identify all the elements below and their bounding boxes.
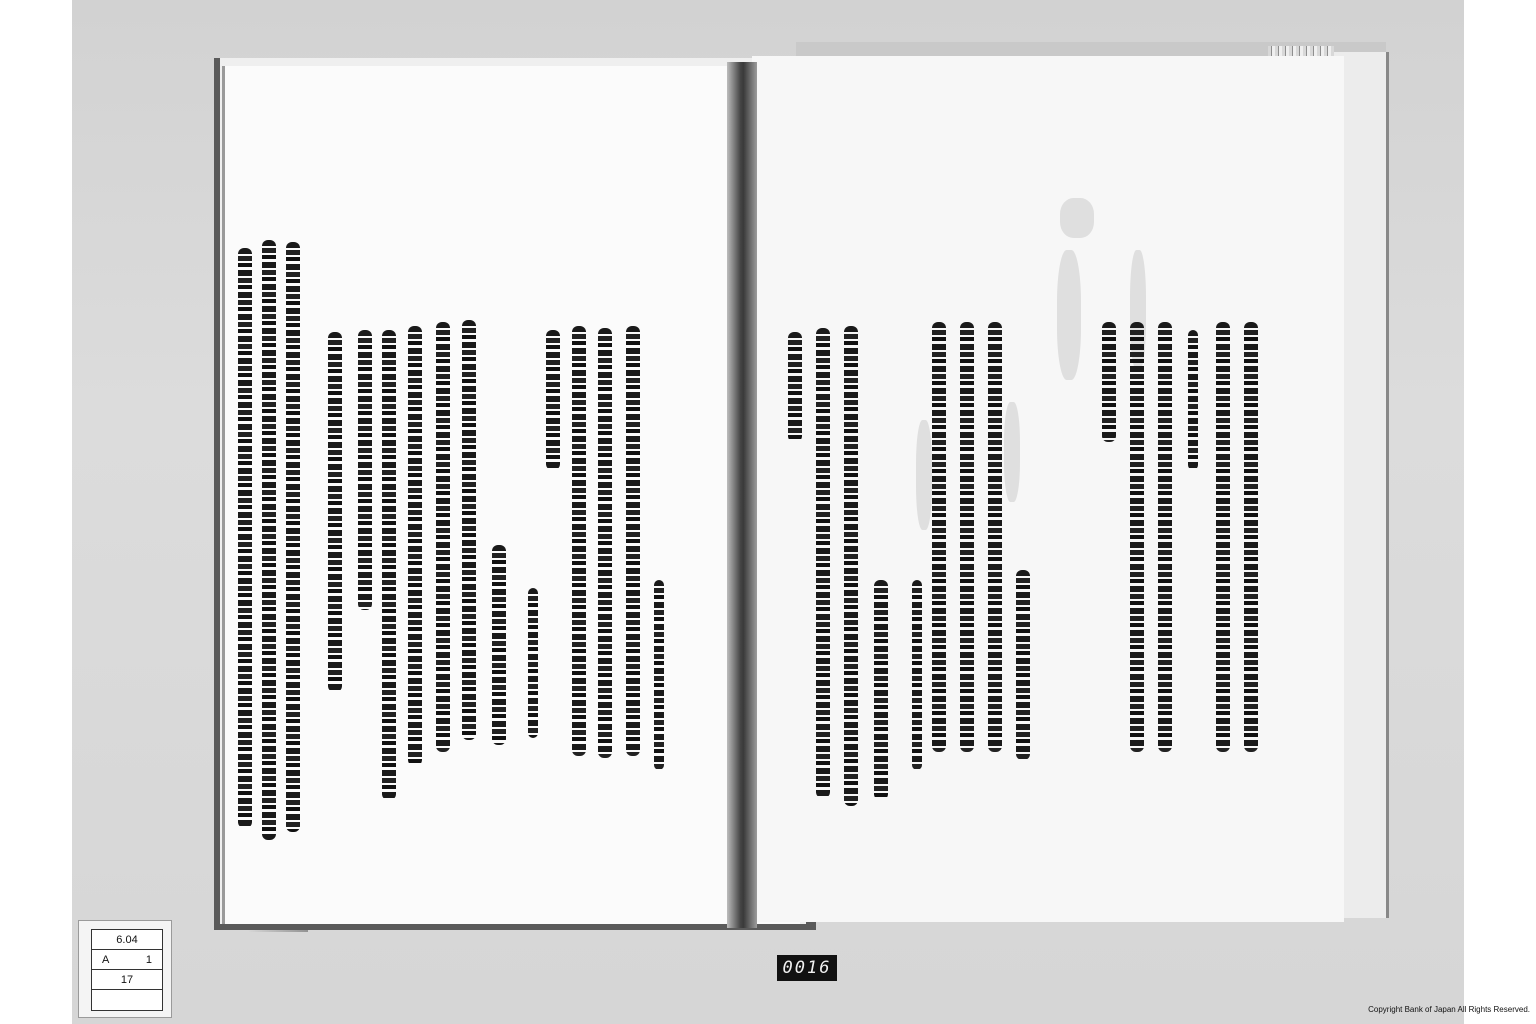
scanned-book-photo bbox=[72, 0, 1464, 1024]
handwritten-column bbox=[262, 240, 276, 840]
handwritten-column bbox=[1158, 322, 1172, 752]
handwritten-column bbox=[654, 580, 664, 770]
copyright-notice: Copyright Bank of Japan All Rights Reserved. bbox=[1368, 1005, 1530, 1014]
bleed-mark bbox=[1004, 402, 1020, 502]
handwritten-column bbox=[816, 328, 830, 798]
handwritten-column bbox=[988, 322, 1002, 752]
catalog-section-letter: A bbox=[102, 953, 110, 966]
catalog-table bbox=[91, 929, 163, 1011]
handwritten-column bbox=[626, 326, 640, 756]
handwritten-column bbox=[286, 242, 300, 832]
handwritten-column bbox=[238, 248, 252, 828]
handwritten-column bbox=[1102, 322, 1116, 442]
handwritten-column bbox=[358, 330, 372, 610]
bleed-mark bbox=[916, 420, 932, 530]
handwritten-column bbox=[1216, 322, 1230, 752]
handwritten-column bbox=[462, 320, 476, 740]
handwritten-column bbox=[382, 330, 396, 800]
handwritten-column bbox=[960, 322, 974, 752]
bleed-mark bbox=[1057, 250, 1081, 380]
handwritten-column bbox=[598, 328, 612, 758]
handwritten-column bbox=[328, 332, 342, 692]
handwritten-column bbox=[874, 580, 888, 800]
catalog-section-number: 1 bbox=[145, 953, 152, 966]
catalog-volume: 17 bbox=[92, 970, 162, 990]
handwritten-column bbox=[572, 326, 586, 756]
handwritten-column bbox=[528, 588, 538, 738]
handwritten-column bbox=[408, 326, 422, 766]
handwritten-column bbox=[788, 332, 802, 442]
handwritten-column bbox=[1130, 322, 1144, 752]
catalog-label bbox=[78, 920, 172, 1018]
handwritten-column bbox=[1188, 330, 1198, 470]
handwritten-column bbox=[912, 580, 922, 770]
handwritten-column bbox=[546, 330, 560, 470]
bleed-mark bbox=[1060, 198, 1094, 238]
handwritten-column bbox=[1244, 322, 1258, 752]
catalog-section-row bbox=[92, 950, 162, 970]
frame-number: 0016 bbox=[777, 955, 837, 981]
catalog-code: 6.04 bbox=[92, 930, 162, 950]
handwritten-column bbox=[436, 322, 450, 752]
book-gutter bbox=[727, 62, 757, 928]
left-page bbox=[222, 66, 800, 924]
catalog-blank-row bbox=[92, 990, 162, 1009]
handwritten-column bbox=[932, 322, 946, 752]
handwritten-column bbox=[1016, 570, 1030, 760]
handwritten-column bbox=[844, 326, 858, 806]
handwritten-column bbox=[492, 545, 506, 745]
